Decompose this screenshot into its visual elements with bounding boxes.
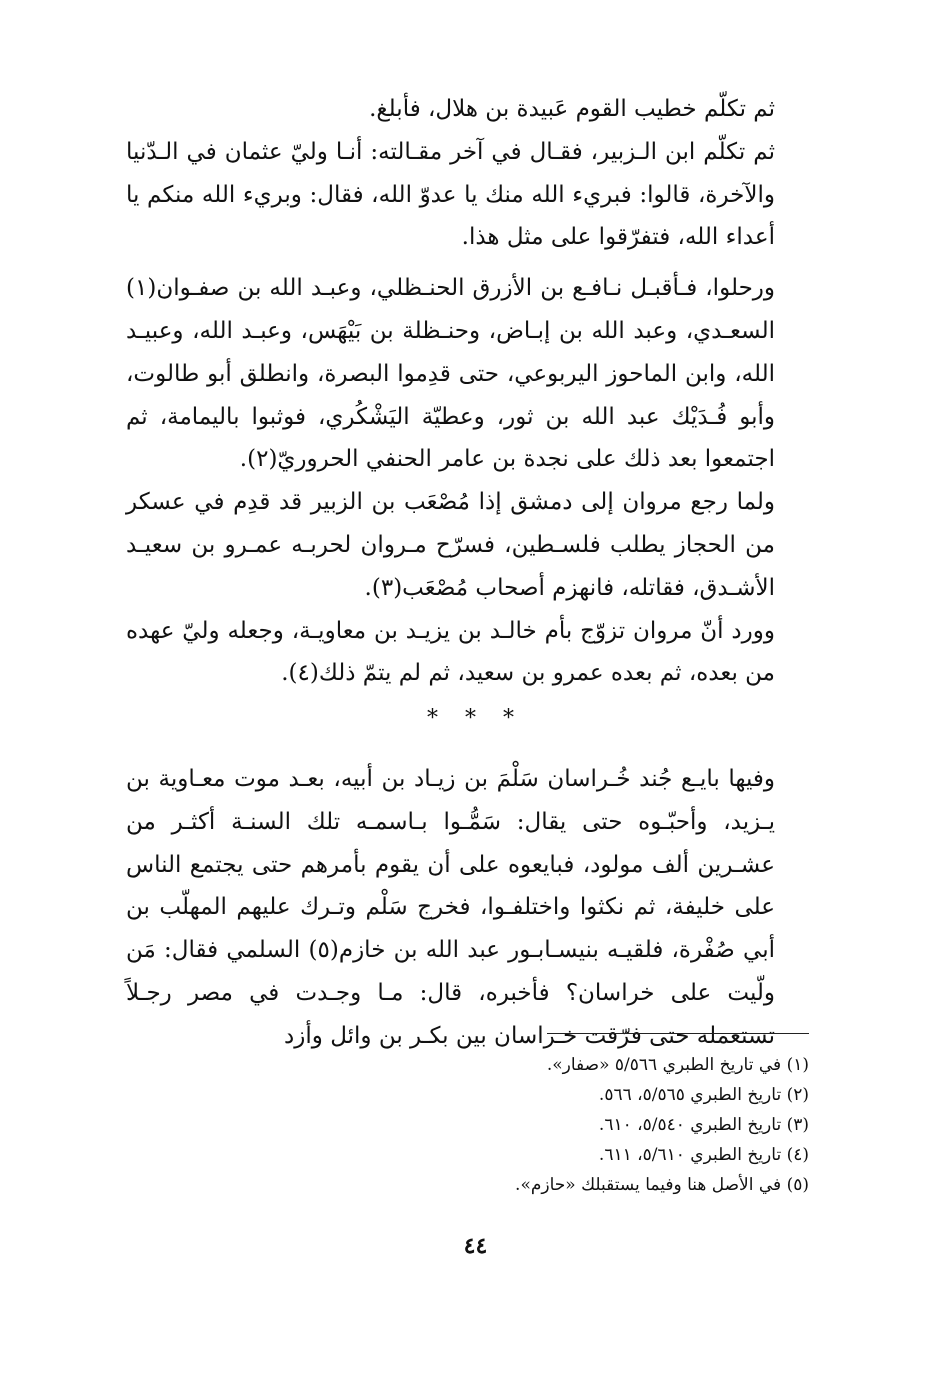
paragraph: ثم تكلّم ابن الـزبير، فقـال في آخر مقـالته: أنـا وليّ عثمان في الـدّنيا والآخرة، قالوا: فبريء الله منك يا عدوّ الله، فقال: وبريء الله منكم يا أعداء الله، فتفرّقوا على مثل هذا.: [126, 138, 775, 251]
footnotes: [300, 1050, 809, 1200]
footnote: (٤) تاريخ الطبري ٥/٦١٠، ٦١١.: [598, 1145, 809, 1165]
footnote: (١) في تاريخ الطبري ٥/٥٦٦ «صفار».: [546, 1055, 809, 1075]
main-text: [126, 88, 809, 695]
page-number: ٤٤: [463, 1233, 488, 1259]
section-separator: * * *: [427, 706, 524, 731]
footnote: (٣) تاريخ الطبري ٥/٥٤٠، ٦١٠.: [598, 1115, 809, 1135]
paragraph: ولما رجع مروان إلى دمشق إذا مُصْعَب بن الزبير قد قدِم في عسكر من الحجاز يطلب فلسـطين، فسرّح مـروان لحربـه عمـرو بن سعيـد الأشـدق، فقاتله، فانهزم أصحاب مُصْعَب(٣).: [126, 489, 775, 601]
footnote: (٥) في الأصل هنا وفيما يستقبلك «حازم».: [515, 1175, 809, 1195]
footnote: (٢) تاريخ الطبري ٥/٥٦٥، ٥٦٦.: [598, 1085, 809, 1105]
paragraph: وورد أنّ مروان تزوّج بأم خالـد بن يزيـد بن معاويـة، وجعله وليّ عهده من بعده، ثم بعده عمرو بن سعيد، ثم لم يتمّ ذلك(٤).: [126, 617, 775, 687]
main-text-continued: [126, 758, 809, 1058]
paragraph: ورحلوا، فـأقبـل نـافـع بن الأزرق الحنـظلي، وعبـد الله بن صفـوان(١) السعـدي، وعبد الله بن إبـاض، وحنـظلة بن بَيْهَس، وعبـد الله، وعبيـد الله، وابن الماحوز اليربوعي، حتى قدِموا البصرة، وانطلق أبو طالوت، وأبو فُـدَيْك عبد الله بن ثور، وعطيّة اليَشْكُري، فوثبوا باليمامة، ثم اجتمعوا بعد ذلك على نجدة بن عامر الحنفي الحروريّ(٢).: [126, 275, 775, 473]
paragraph: وفيها بايـع جُند خُـراسان سَلْمَ بن زيـاد بن أبيه، بعـد موت معـاوية بن يـزيد، وأحبّـوه حتى يقال: سَمُّـوا بـاسمـه تلك السنـة أكثـر من عشـرين ألف مولود، فبايعوه على أن يقوم بأمرهم حتى يجتمع الناس على خليفة، ثم نكثوا واختلفـوا، فخرج سَلْم وتـرك عليهم المهلّب بن أبي صُفْرة، فلقيـه بنيسـابـور عبد الله بن خازم(٥) السلمي فقال: مَن ولّيت على خراسان؟ فأخبره، قال: مـا وجـدت في مصر رجـلاً تستعمله حتى فرّقت خـراسان بين بكـر بن وائل وأزد: [126, 766, 775, 1049]
paragraph: ثم تكلّم خطيب القوم عَبيدة بن هلال، فأبلغ.: [369, 96, 775, 122]
footnote-rule: [547, 1033, 809, 1034]
